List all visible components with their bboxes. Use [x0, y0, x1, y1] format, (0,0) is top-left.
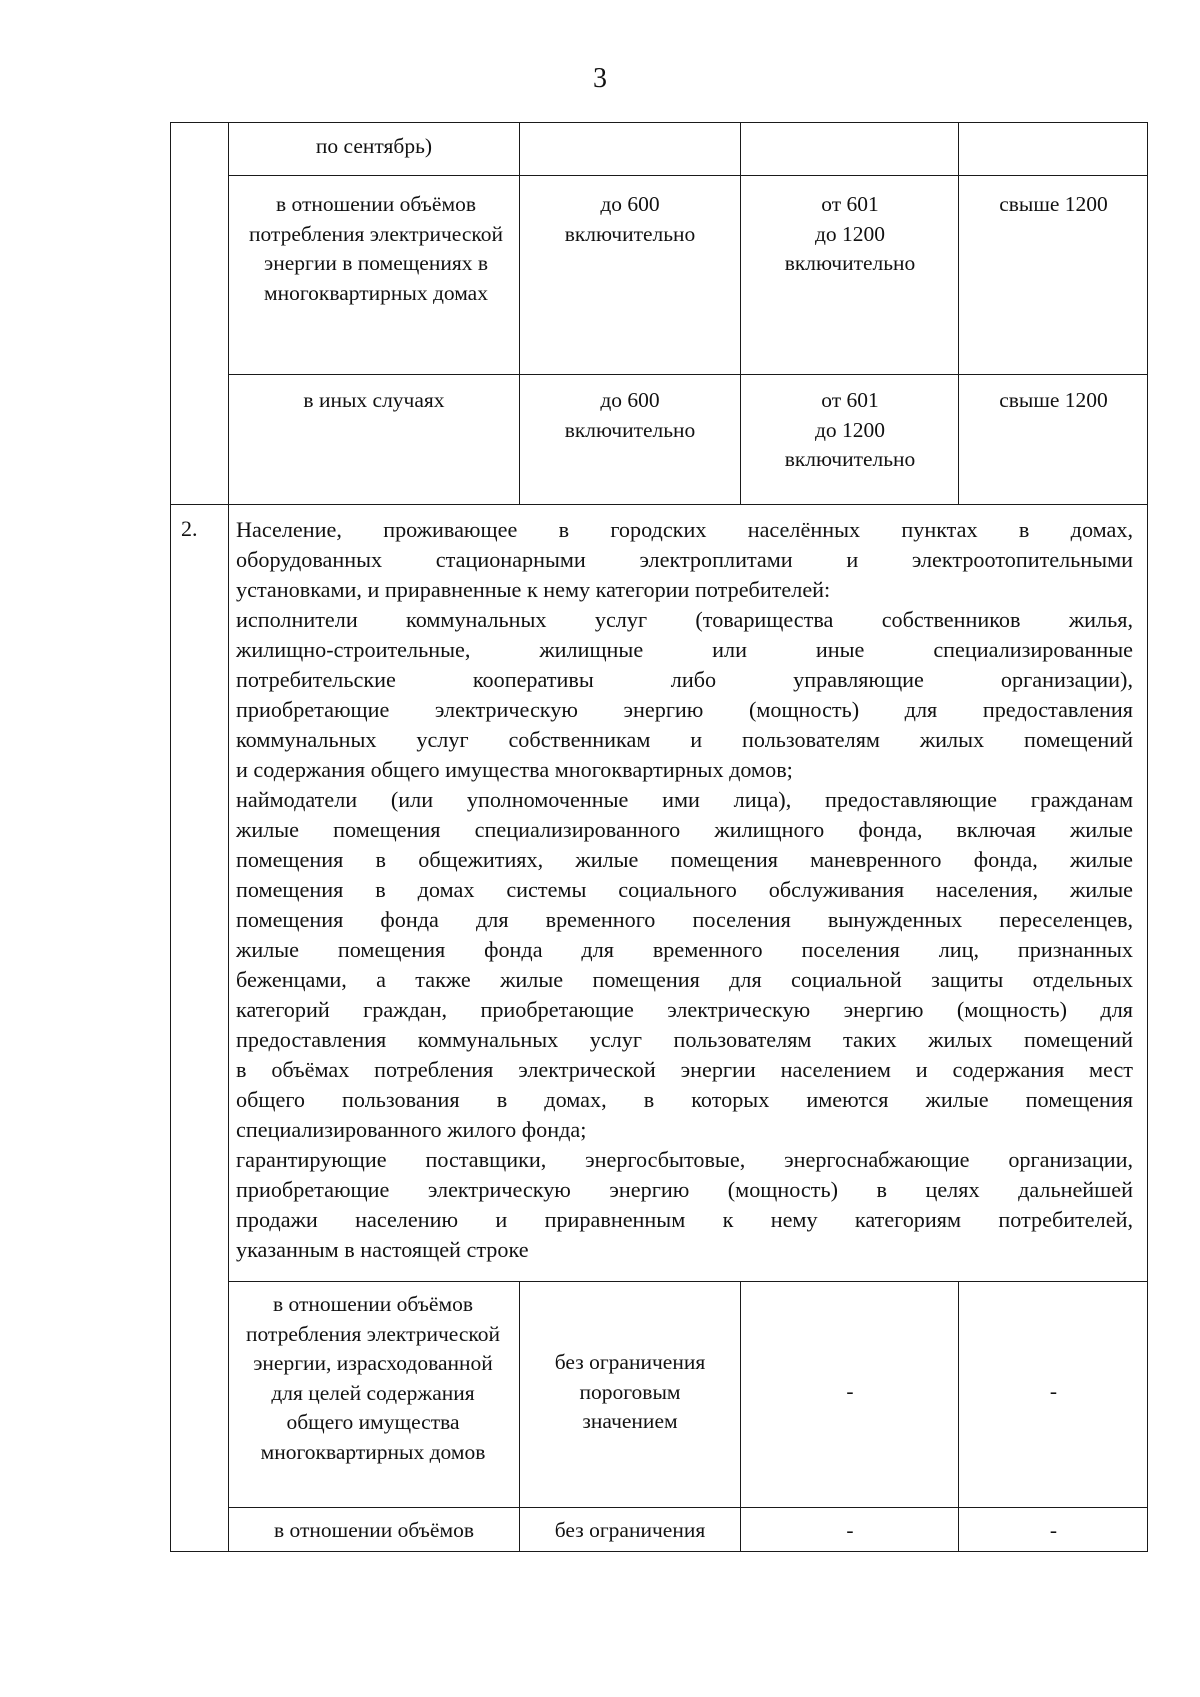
- range-line: пороговым: [579, 1379, 681, 1404]
- apartment-range-1: [523, 190, 737, 249]
- description-line: оборудованных стационарными электроплитами и электроотопительными: [236, 547, 1133, 572]
- page-number: 3: [593, 63, 607, 94]
- column-divider: [958, 123, 959, 504]
- last-row-label: в отношении объёмов: [274, 1518, 474, 1542]
- range-line: значением: [582, 1409, 678, 1433]
- section-2-description: [236, 515, 1133, 1265]
- range-line: включительно: [564, 221, 696, 246]
- other-range-3: свыше 1200: [999, 388, 1108, 412]
- common-property-range-1: [523, 1348, 737, 1437]
- other-range-1: [523, 386, 737, 445]
- last-row-range-1: без ограничения: [554, 1518, 706, 1542]
- row-divider: [228, 1507, 1147, 1508]
- row-divider: [171, 504, 1147, 505]
- section-number: 2.: [181, 516, 198, 541]
- row-divider: [228, 1281, 1147, 1282]
- range-line: до 600: [600, 192, 660, 216]
- description-line: исполнители коммунальных услуг (товарищества собственников жилья,: [236, 607, 1133, 632]
- range-line: без ограничения: [554, 1350, 706, 1374]
- description-line: в объёмах потребления электрической энергии населением и содержания мест: [236, 1057, 1133, 1082]
- column-divider: [740, 123, 741, 504]
- column-divider: [519, 1281, 520, 1551]
- other-range-2: [744, 386, 956, 475]
- apartment-consumption-label: в отношении объёмов потребления электрической энергии в помещениях в многоквартирных домах: [248, 192, 504, 305]
- range-line: до 1200: [814, 417, 886, 442]
- column-divider: [740, 1281, 741, 1551]
- description-line: специализированного жилого фонда;: [236, 1117, 587, 1142]
- range-line: до 1200: [814, 221, 886, 246]
- description-line: жилые помещения специализированного жилищного фонда, включая жилые: [236, 817, 1133, 842]
- description-line: приобретающие электрическую энергию (мощность) для предоставления: [236, 697, 1133, 722]
- description-line: помещения в общежитиях, жилые помещения маневренного фонда, жилые: [236, 847, 1133, 872]
- description-line: установками, и приравненные к нему категории потребителей:: [236, 577, 831, 602]
- apartment-range-2: [744, 190, 956, 279]
- description-line: наймодатели (или уполномоченные ими лица), предоставляющие гражданам: [236, 787, 1133, 812]
- common-property-range-3: -: [1049, 1379, 1058, 1403]
- description-line: и содержания общего имущества многоквартирных домов;: [236, 757, 793, 782]
- description-line: гарантирующие поставщики, энергосбытовые, энергоснабжающие организации,: [236, 1147, 1133, 1172]
- column-divider: [519, 123, 520, 504]
- description-line: категорий граждан, приобретающие электрическую энергию (мощность) для: [236, 997, 1133, 1022]
- column-divider: [958, 1281, 959, 1551]
- description-line: общего пользования в домах, в которых имеются жилые помещения: [236, 1087, 1133, 1112]
- description-line: жилые помещения фонда для временного поселения лиц, признанных: [236, 937, 1133, 962]
- range-line: включительно: [784, 447, 916, 471]
- description-line: помещения в домах системы социального обслуживания населения, жилые: [236, 877, 1133, 902]
- description-line: Население, проживающее в городских населённых пунктах в домах,: [236, 517, 1133, 542]
- row-divider: [228, 175, 1147, 176]
- description-line: помещения фонда для временного поселения вынужденных переселенцев,: [236, 907, 1133, 932]
- description-line: жилищно-строительные, жилищные или иные специализированные: [236, 637, 1133, 662]
- tariff-table: [170, 122, 1148, 1552]
- common-property-label: в отношении объёмов потребления электрической энергии, израсходованной для целей содержания общего имущества многоквартирных домов: [245, 1292, 501, 1464]
- range-line: включительно: [564, 417, 696, 442]
- apartment-range-3: свыше 1200: [999, 192, 1108, 216]
- description-line: указанным в настоящей строке: [236, 1237, 529, 1262]
- column-divider: [228, 123, 229, 1551]
- description-line: коммунальных услуг собственникам и пользователям жилых помещений: [236, 727, 1133, 752]
- other-cases-label: в иных случаях: [303, 388, 445, 412]
- last-row-range-3: -: [1049, 1518, 1058, 1542]
- row-divider: [228, 374, 1147, 375]
- range-line: от 601: [821, 192, 879, 216]
- range-line: включительно: [784, 251, 916, 275]
- description-line: продажи населению и приравненным к нему категориям потребителей,: [236, 1207, 1133, 1232]
- common-property-range-2: -: [846, 1379, 854, 1403]
- description-line: приобретающие электрическую энергию (мощность) в целях дальнейшей: [236, 1177, 1133, 1202]
- description-line: беженцами, а также жилые помещения для социальной защиты отдельных: [236, 967, 1133, 992]
- description-line: потребительские кооперативы либо управляющие организации),: [236, 667, 1133, 692]
- continuation-label: по сентябрь): [315, 134, 433, 158]
- range-line: от 601: [821, 388, 879, 412]
- description-line: предоставления коммунальных услуг пользователям таких жилых помещений: [236, 1027, 1133, 1052]
- range-line: до 600: [600, 388, 660, 412]
- last-row-range-2: -: [846, 1518, 854, 1542]
